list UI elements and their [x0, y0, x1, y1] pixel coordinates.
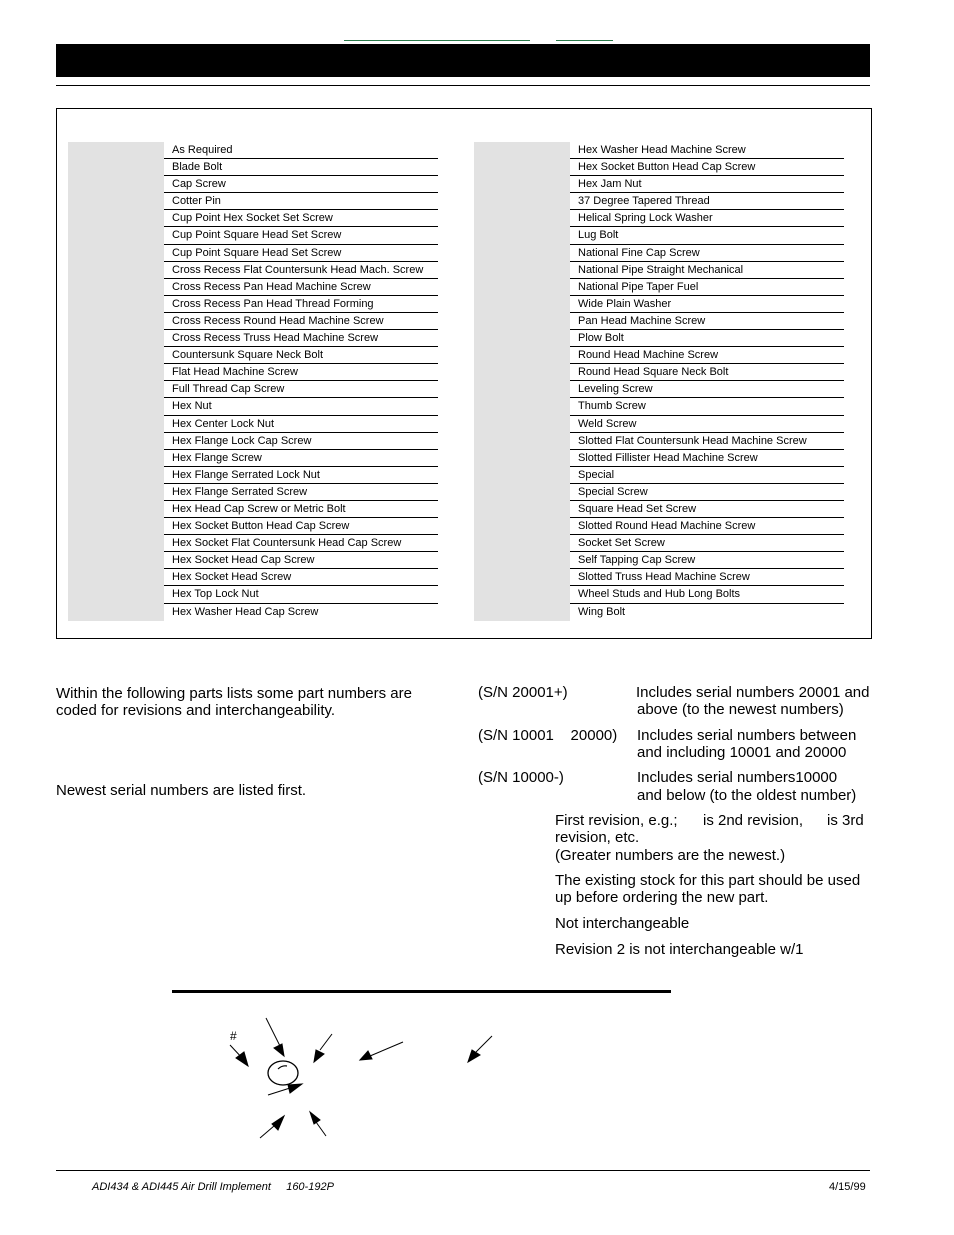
- rev-stock-2: up before ordering the new part.: [555, 889, 769, 906]
- abbreviation-row: [68, 210, 438, 227]
- abbreviation-row: [68, 518, 438, 535]
- abbreviation-description: Special Screw: [570, 484, 844, 501]
- abbreviation-row: [474, 398, 844, 415]
- abbreviation-description: Hex Flange Serrated Screw: [164, 484, 438, 501]
- abbreviation-code-cell: [474, 450, 570, 467]
- arrow-7: [260, 1116, 284, 1138]
- abbreviation-row: [474, 552, 844, 569]
- abbreviation-row: [474, 347, 844, 364]
- abbreviation-code-cell: [474, 279, 570, 296]
- abbreviation-row: [68, 450, 438, 467]
- abbreviation-description: Cup Point Hex Socket Set Screw: [164, 210, 438, 227]
- abbreviation-row: [474, 142, 844, 159]
- serial-code-1: (S/N 20001+): [478, 684, 568, 701]
- abbreviation-description: Plow Bolt: [570, 330, 844, 347]
- serial-desc-2a: Includes serial numbers between: [637, 727, 857, 744]
- abbreviation-code-cell: [68, 142, 164, 159]
- abbreviation-row: [474, 604, 844, 621]
- abbreviation-code-cell: [68, 569, 164, 586]
- rev-first-c: is 3rd: [827, 812, 864, 829]
- abbreviation-description: Hex Socket Head Cap Screw: [164, 552, 438, 569]
- footer-title: ADI434 & ADI445 Air Drill Implement 160-192P: [92, 1181, 334, 1193]
- abbreviation-description: National Pipe Taper Fuel: [570, 279, 844, 296]
- abbreviation-description: Hex Socket Button Head Cap Screw: [164, 518, 438, 535]
- abbreviation-row: [68, 330, 438, 347]
- abbreviation-code-cell: [474, 569, 570, 586]
- abbreviation-description: Wing Bolt: [578, 605, 626, 618]
- serial-desc-1b: above (to the newest numbers): [637, 701, 844, 718]
- abbreviation-code-cell: [474, 313, 570, 330]
- abbreviation-code-cell: [474, 330, 570, 347]
- serial-code-2: (S/N 10001 20000): [478, 727, 618, 744]
- abbreviation-row: [474, 176, 844, 193]
- abbreviation-description: Slotted Fillister Head Machine Screw: [570, 450, 844, 467]
- abbreviation-description: As Required: [164, 142, 438, 159]
- abbreviations-left-column: [68, 142, 438, 621]
- abbreviation-row: [68, 227, 438, 244]
- abbreviation-row: [68, 398, 438, 415]
- abbreviation-row: [474, 296, 844, 313]
- abbreviation-description: Cross Recess Round Head Machine Screw: [164, 313, 438, 330]
- abbreviation-description: Hex Top Lock Nut: [164, 586, 438, 603]
- abbreviation-description: Cross Recess Pan Head Thread Forming: [164, 296, 438, 313]
- abbreviation-row: [68, 159, 438, 176]
- abbreviation-description: Round Head Square Neck Bolt: [570, 364, 844, 381]
- abbreviation-description: Helical Spring Lock Washer: [570, 210, 844, 227]
- abbreviation-code-cell: [68, 296, 164, 313]
- abbreviation-row: [474, 381, 844, 398]
- abbreviation-row: [68, 279, 438, 296]
- abbreviation-code-cell: [474, 398, 570, 415]
- abbreviation-description: Hex Socket Head Screw: [164, 569, 438, 586]
- abbreviation-code-cell: [68, 245, 164, 262]
- abbreviation-row: [474, 364, 844, 381]
- abbreviation-row: [68, 604, 438, 621]
- abbreviation-description: Flat Head Machine Screw: [164, 364, 438, 381]
- abbreviation-code-cell: [474, 347, 570, 364]
- serial-desc-3b: and below (to the oldest number): [637, 787, 857, 804]
- abbreviation-row: [474, 484, 844, 501]
- rev-2-note: Revision 2 is not interchangeable w/1: [555, 941, 804, 958]
- abbreviation-code-cell: [68, 467, 164, 484]
- abbreviation-code-cell: [474, 245, 570, 262]
- abbreviation-row: [68, 313, 438, 330]
- abbreviation-code-cell: [68, 535, 164, 552]
- abbreviation-row: [68, 296, 438, 313]
- abbreviation-code-cell: [68, 604, 164, 621]
- arrow-2: [266, 1018, 284, 1056]
- abbreviation-row: [68, 467, 438, 484]
- abbreviation-description: Hex Washer Head Machine Screw: [570, 142, 844, 159]
- abbreviation-description: Hex Socket Flat Countersunk Head Cap Screw: [164, 535, 438, 552]
- abbreviation-code-cell: [68, 381, 164, 398]
- abbreviation-description: Hex Socket Button Head Cap Screw: [570, 159, 844, 176]
- abbreviation-code-cell: [474, 381, 570, 398]
- abbreviation-code-cell: [68, 227, 164, 244]
- diagram-rule: [172, 990, 671, 993]
- abbreviation-code-cell: [68, 176, 164, 193]
- abbreviation-row: [474, 518, 844, 535]
- abbreviation-code-cell: [68, 159, 164, 176]
- abbreviation-description: Cotter Pin: [164, 193, 438, 210]
- abbreviation-code-cell: [474, 227, 570, 244]
- abbreviation-description: Cup Point Square Head Set Screw: [164, 245, 438, 262]
- abbreviation-description: Slotted Flat Countersunk Head Machine Screw: [570, 433, 844, 450]
- abbreviation-description: Hex Washer Head Cap Screw: [172, 605, 319, 618]
- abbreviation-code-cell: [474, 535, 570, 552]
- abbreviation-code-cell: [474, 416, 570, 433]
- abbreviation-code-cell: [474, 518, 570, 535]
- rev-not-interchangeable: Not interchangeable: [555, 915, 690, 932]
- arrow-6: [268, 1084, 302, 1095]
- footer-date: 4/15/99: [829, 1181, 866, 1193]
- abbreviation-description: Self Tapping Cap Screw: [570, 552, 844, 569]
- intro-line-2: coded for revisions and interchangeability.: [56, 702, 336, 719]
- abbreviation-code-cell: [474, 193, 570, 210]
- abbreviation-description: 37 Degree Tapered Thread: [570, 193, 844, 210]
- header-link-2[interactable]: [556, 40, 613, 41]
- serial-desc-1a: Includes serial numbers 20001 and: [636, 684, 870, 701]
- abbreviation-code-cell: [68, 484, 164, 501]
- abbreviation-description: Wide Plain Washer: [570, 296, 844, 313]
- abbreviation-row: [68, 245, 438, 262]
- rev-first-d: revision, etc.: [555, 829, 640, 846]
- abbreviation-description: Thumb Screw: [570, 398, 844, 415]
- rev-first-b: is 2nd revision,: [703, 812, 804, 829]
- abbreviation-code-cell: [68, 518, 164, 535]
- abbreviation-description: Cross Recess Pan Head Machine Screw: [164, 279, 438, 296]
- arrow-3: [314, 1034, 332, 1062]
- abbreviation-row: [68, 381, 438, 398]
- abbreviation-description: National Pipe Straight Mechanical: [570, 262, 844, 279]
- abbreviation-code-cell: [68, 433, 164, 450]
- abbreviation-code-cell: [474, 262, 570, 279]
- arrow-4: [360, 1042, 403, 1060]
- arrow-1: [230, 1045, 248, 1066]
- abbreviation-row: [474, 262, 844, 279]
- abbreviation-code-cell: [68, 210, 164, 227]
- abbreviation-row: [68, 142, 438, 159]
- abbreviation-code-cell: [68, 416, 164, 433]
- abbreviation-code-cell: [68, 262, 164, 279]
- abbreviation-code-cell: [474, 501, 570, 518]
- abbreviation-code-cell: [68, 364, 164, 381]
- abbreviation-row: [68, 347, 438, 364]
- abbreviation-row: [474, 467, 844, 484]
- abbreviation-row: [474, 193, 844, 210]
- serial-desc-2b: and including 10001 and 20000: [637, 744, 847, 761]
- abbreviation-code-cell: [68, 193, 164, 210]
- rev-first-e: (Greater numbers are the newest.): [555, 847, 786, 864]
- footer-rule: [56, 1170, 870, 1171]
- abbreviation-row: [474, 313, 844, 330]
- abbreviation-row: [474, 535, 844, 552]
- abbreviation-row: [474, 159, 844, 176]
- abbreviation-description: Cup Point Square Head Set Screw: [164, 227, 438, 244]
- abbreviation-code-cell: [474, 210, 570, 227]
- abbreviation-code-cell: [68, 586, 164, 603]
- abbreviation-description: Leveling Screw: [570, 381, 844, 398]
- rev-first-a: First revision, e.g.;: [555, 812, 678, 829]
- abbreviation-row: [68, 484, 438, 501]
- rev-stock-1: The existing stock for this part should be used: [555, 872, 861, 889]
- abbreviation-code-cell: [474, 552, 570, 569]
- abbreviation-code-cell: [474, 433, 570, 450]
- abbreviation-description: Square Head Set Screw: [570, 501, 844, 518]
- abbreviation-description: Socket Set Screw: [570, 535, 844, 552]
- revision-circle: [268, 1061, 298, 1085]
- abbreviation-code-cell: [474, 159, 570, 176]
- abbreviation-description: Special: [570, 467, 844, 484]
- abbreviation-code-cell: [68, 330, 164, 347]
- abbreviation-row: [68, 364, 438, 381]
- abbreviation-description: Blade Bolt: [164, 159, 438, 176]
- abbreviation-code-cell: [474, 467, 570, 484]
- abbreviation-description: Hex Head Cap Screw or Metric Bolt: [164, 501, 438, 518]
- intro-line-1: Within the following parts lists some part numbers are: [56, 685, 412, 702]
- abbreviation-description: Slotted Round Head Machine Screw: [570, 518, 844, 535]
- abbreviation-row: [474, 227, 844, 244]
- abbreviation-row: [474, 433, 844, 450]
- abbreviation-description: National Fine Cap Screw: [570, 245, 844, 262]
- abbreviation-row: [68, 535, 438, 552]
- abbreviation-row: [68, 586, 438, 603]
- abbreviation-row: [474, 245, 844, 262]
- serial-desc-3a: Includes serial numbers10000: [637, 769, 838, 786]
- abbreviation-row: [68, 416, 438, 433]
- abbreviation-row: [68, 552, 438, 569]
- abbreviation-description: Full Thread Cap Screw: [164, 381, 438, 398]
- abbreviation-description: Hex Flange Screw: [164, 450, 438, 467]
- abbreviation-row: [474, 450, 844, 467]
- abbreviation-code-cell: [474, 364, 570, 381]
- header-bar: [56, 44, 870, 77]
- abbreviation-row: [474, 210, 844, 227]
- header-rule: [56, 85, 870, 86]
- abbreviation-description: Countersunk Square Neck Bolt: [164, 347, 438, 364]
- abbreviation-description: Weld Screw: [570, 416, 844, 433]
- abbreviation-code-cell: [474, 142, 570, 159]
- abbreviation-row: [474, 279, 844, 296]
- abbreviation-description: Hex Flange Lock Cap Screw: [164, 433, 438, 450]
- header-link-1[interactable]: [344, 40, 530, 41]
- abbreviation-description: Hex Center Lock Nut: [164, 416, 438, 433]
- hash-label: #: [230, 1029, 237, 1043]
- abbreviation-row: [68, 193, 438, 210]
- abbreviation-description: Hex Jam Nut: [570, 176, 844, 193]
- part-number-diagram: [220, 1010, 520, 1145]
- abbreviation-row: [474, 501, 844, 518]
- abbreviation-code-cell: [68, 398, 164, 415]
- arrow-5: [468, 1036, 492, 1062]
- abbreviation-row: [68, 262, 438, 279]
- abbreviation-code-cell: [68, 279, 164, 296]
- abbreviation-description: Hex Flange Serrated Lock Nut: [164, 467, 438, 484]
- abbreviation-description: Cross Recess Truss Head Machine Screw: [164, 330, 438, 347]
- abbreviation-description: Round Head Machine Screw: [570, 347, 844, 364]
- abbreviation-row: [68, 501, 438, 518]
- abbreviation-description: Pan Head Machine Screw: [570, 313, 844, 330]
- abbreviation-code-cell: [474, 176, 570, 193]
- abbreviation-code-cell: [68, 501, 164, 518]
- abbreviation-code-cell: [68, 552, 164, 569]
- abbreviation-row: [68, 569, 438, 586]
- abbreviation-code-cell: [68, 450, 164, 467]
- abbreviation-description: Cross Recess Flat Countersunk Head Mach. Screw: [164, 262, 438, 279]
- abbreviation-row: [474, 569, 844, 586]
- abbreviation-row: [68, 176, 438, 193]
- abbreviation-row: [68, 433, 438, 450]
- abbreviation-description: Hex Nut: [164, 398, 438, 415]
- abbreviation-row: [474, 330, 844, 347]
- abbreviation-description: Slotted Truss Head Machine Screw: [570, 569, 844, 586]
- abbreviation-description: Lug Bolt: [570, 227, 844, 244]
- arrow-8: [310, 1112, 326, 1136]
- abbreviation-code-cell: [68, 347, 164, 364]
- abbreviation-code-cell: [474, 586, 570, 603]
- abbreviation-code-cell: [474, 296, 570, 313]
- abbreviation-description: Cap Screw: [164, 176, 438, 193]
- abbreviation-row: [474, 586, 844, 603]
- abbreviation-code-cell: [68, 313, 164, 330]
- abbreviation-code-cell: [474, 604, 570, 621]
- abbreviation-code-cell: [474, 484, 570, 501]
- abbreviations-right-column: [474, 142, 844, 621]
- abbreviation-description: Wheel Studs and Hub Long Bolts: [570, 586, 844, 603]
- abbreviation-row: [474, 416, 844, 433]
- serial-code-3: (S/N 10000-): [478, 769, 564, 786]
- newest-note: Newest serial numbers are listed first.: [56, 782, 307, 799]
